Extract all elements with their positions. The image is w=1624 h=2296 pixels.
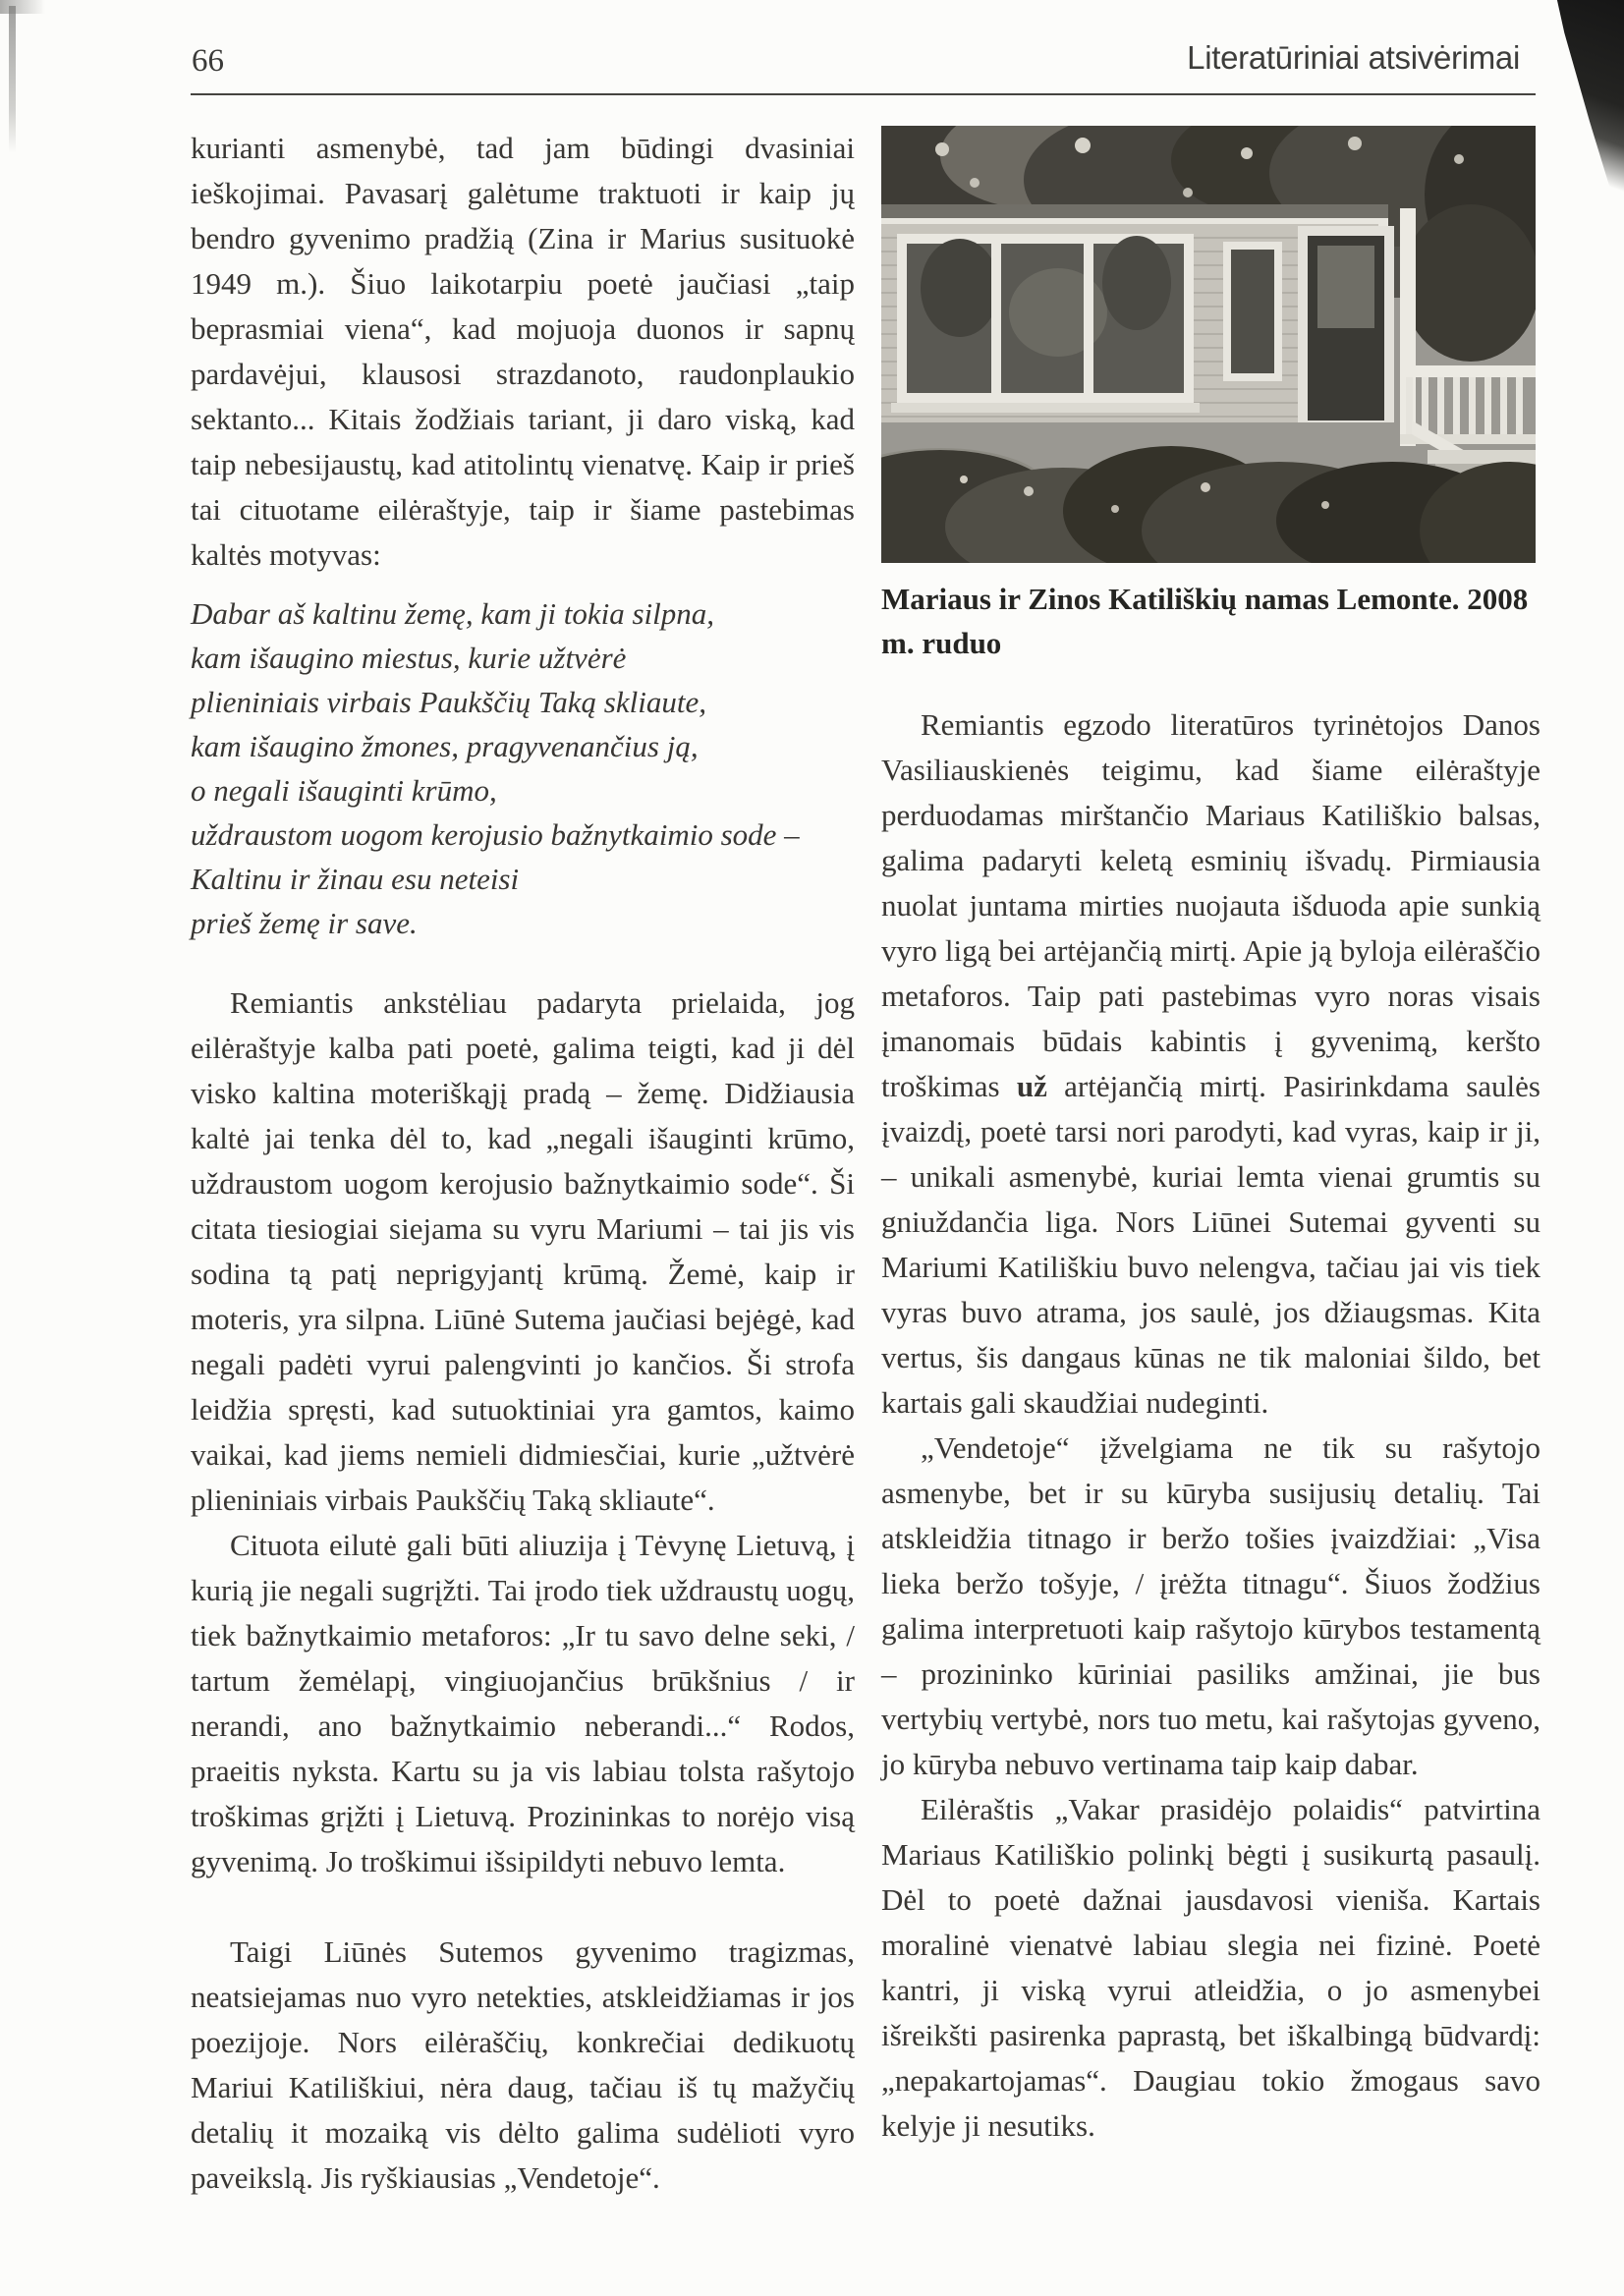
house-photo-figure xyxy=(881,126,1540,665)
text-run: Eilėraštis „Vakar prasidėjo polaidis“ patvirtina Mariaus Katiliškio polinkį bėgti į susikurtą pasaulį. Dėl to poetė dažnai jausdavosi vieniša. Kartais moralinė vienatvė labiau slegia nei fizinė. Poetė kantri, ji viską vyrui atleidžia, o jo asmenybei išreikšti pasirenka paprastą, bet iškalbingą būdvardį: „nepakartojamas“. Daugiau tokio žmogaus savo kelyje ji nesutiks. xyxy=(881,1792,1540,2143)
bold-text-run: už xyxy=(1016,1069,1047,1103)
poem-line: kam išaugino žmones, pragyvenančius ją, xyxy=(191,729,699,763)
photo-caption: Mariaus ir Zinos Katiliškių namas Lemonte. 2008 m. ruduo xyxy=(881,582,1529,660)
poem-line: prieš žemę ir save. xyxy=(191,906,418,940)
poem-line: uždraustom uogom kerojusio bažnytkaimio sode – xyxy=(191,817,800,852)
poem-quote xyxy=(191,591,855,945)
left-text-column xyxy=(191,126,855,2201)
paragraph xyxy=(191,1523,855,1884)
scan-edge-artifact xyxy=(9,6,16,153)
paragraph xyxy=(191,1930,855,2201)
text-run: Taigi Liūnės Sutemos gyvenimo tragizmas, neatsiejamas nuo vyro netekties, atskleidžiamas ir jos poezijoje. Nors eilėraščių, konkrečiai dedikuotų Mariui Katiliškiui, nėra daug, tačiau iš tų mažyčių detalių it mozaiką vis dėlto galima sudėlioti vyro paveikslą. Jis ryškiausias „Vendetoje“. xyxy=(191,1934,855,2195)
right-column xyxy=(881,126,1540,2149)
poem-line: o negali išauginti krūmo, xyxy=(191,773,497,808)
paragraph xyxy=(881,1426,1540,1787)
paragraph xyxy=(881,1787,1540,2149)
book-cover-corner-artifact xyxy=(1534,0,1624,234)
text-run: Remiantis ankstėliau padaryta prielaida, jog eilėraštyje kalba pati poetė, galima teigti, kad ji dėl visko kaltina moteriškąjį pradą – žemę. Didžiausia kaltė jai tenka dėl to, kad „negali išauginti krūmo, uždraustom uogom kerojusio bažnytkaimio sode“. Ši citata tiesiogiai siejama su vyru Mariumi – tai jis vis sodina tą patį neprigyjantį krūmą. Žemė, kaip ir moteris, yra silpna. Liūnė Sutema jaučiasi bejėgė, kad negali padėti vyrui palengvinti jo kančios. Ši strofa leidžia spręsti, kad sutuoktiniai yra gamtos, kaimo vaikai, kad jiems nemieli didmiesčiai, kurie „užtvėrė plieniniais virbais Paukščių Taką skliaute“. xyxy=(191,985,855,1517)
text-run: Remiantis egzodo literatūros tyrinėtojos Danos Vasiliauskienės teigimu, kad šiame eilėraštyje perduodamas mirštančio Mariaus Katiliškio balsas, galima padaryti keletą esminių išvadų. Pirmiausia nuolat juntama mirties nuojauta išduoda apie sunkią vyro ligą bei artėjančią mirtį. Apie ją byloja eilėraščio metaforos. Taip pati pastebimas vyro noras visais įmanomais būdais kabintis į gyvenimą, keršto troškimas xyxy=(881,707,1540,1103)
poem-line: plieniniais virbais Paukščių Taką skliaute, xyxy=(191,685,706,719)
text-run: artėjančią mirtį. Pasirinkdama saulės įvaizdį, poetė tarsi nori parodyti, kad vyras, kaip ir ji, – unikali asmenybė, kuriai lemta vienai grumtis su gniuždančia liga. Nors Liūnei Sutemai gyventi su Mariumi Katiliškiu buvo nelengva, tačiau jai vis tiek vyras buvo atrama, jos saulė, jos džiaugsmas. Kita vertus, šis dangaus kūnas ne tik maloniai šildo, bet kartais gali skaudžiai nudeginti. xyxy=(881,1069,1540,1420)
poem-line: Dabar aš kaltinu žemę, kam ji tokia silpna, xyxy=(191,596,714,631)
paragraph xyxy=(881,702,1540,1426)
text-run: Cituota eilutė gali būti aliuzija į Tėvynę Lietuvą, į kurią jie negali sugrįžti. Tai įrodo tiek uždraustų uogų, tiek bažnytkaimio metaforos: „Ir tu savo delne seki, / tartum žemėlapį, vingiuojančius brūkšnius / ir nerandi, ano bažnytkaimio neberandi...“ Rodos, praeitis nyksta. Kartu su ja vis labiau tolsta rašytojo troškimas grįžti į Lietuvą. Prozininkas to norėjo visą gyvenimą. Jo troškimui išsipildyti nebuvo lemta. xyxy=(191,1528,855,1878)
page-number: 66 xyxy=(192,43,224,79)
paragraph xyxy=(191,980,855,1523)
scan-corner-artifact xyxy=(0,0,45,14)
house-photo xyxy=(881,126,1536,563)
poem-line: kam išaugino miestus, kurie užtvėrė xyxy=(191,641,627,675)
text-run: „Vendetoje“ įžvelgiama ne tik su rašytojo asmenybe, bet ir su kūryba susijusių detalių. Tai atskleidžia titnago ir beržo tošies įvaizdžiai: „Visa lieka beržo tošyje, / įrėžta titnagu“. Šiuos žodžius galima interpretuoti kaip rašytojo kūrybos testamentą – prozininko kūriniai pasiliks amžinai, jie bus vertybių vertybė, nors tuo metu, kai rašytojas gyveno, jo kūryba nebuvo vertinama taip kaip dabar. xyxy=(881,1430,1540,1781)
right-text-column xyxy=(881,702,1540,2149)
header-rule xyxy=(191,93,1536,95)
poem-line: Kaltinu ir žinau esu neteisi xyxy=(191,862,520,896)
text-run: kurianti asmenybė, tad jam būdingi dvasiniai ieškojimai. Pavasarį galėtume traktuoti ir kaip jų bendro gyvenimo pradžią (Zina ir Marius susituokė 1949 m.). Šiuo laikotarpiu poetė jaučiasi „taip beprasmiai viena“, kad mojuoja duonos ir sapnų pardavėjui, klausosi strazdanoto, raudonplaukio sektanto... Kitais žodžiais tariant, ji daro viską, kad taip nebesijaustų, kad atitolintų vienatvę. Kaip ir prieš tai cituotame eilėraštyje, taip ir šiame pastebimas kaltės motyvas: xyxy=(191,131,855,572)
paragraph xyxy=(191,126,855,578)
running-title: Literatūriniai atsivėrimai xyxy=(1187,39,1520,76)
